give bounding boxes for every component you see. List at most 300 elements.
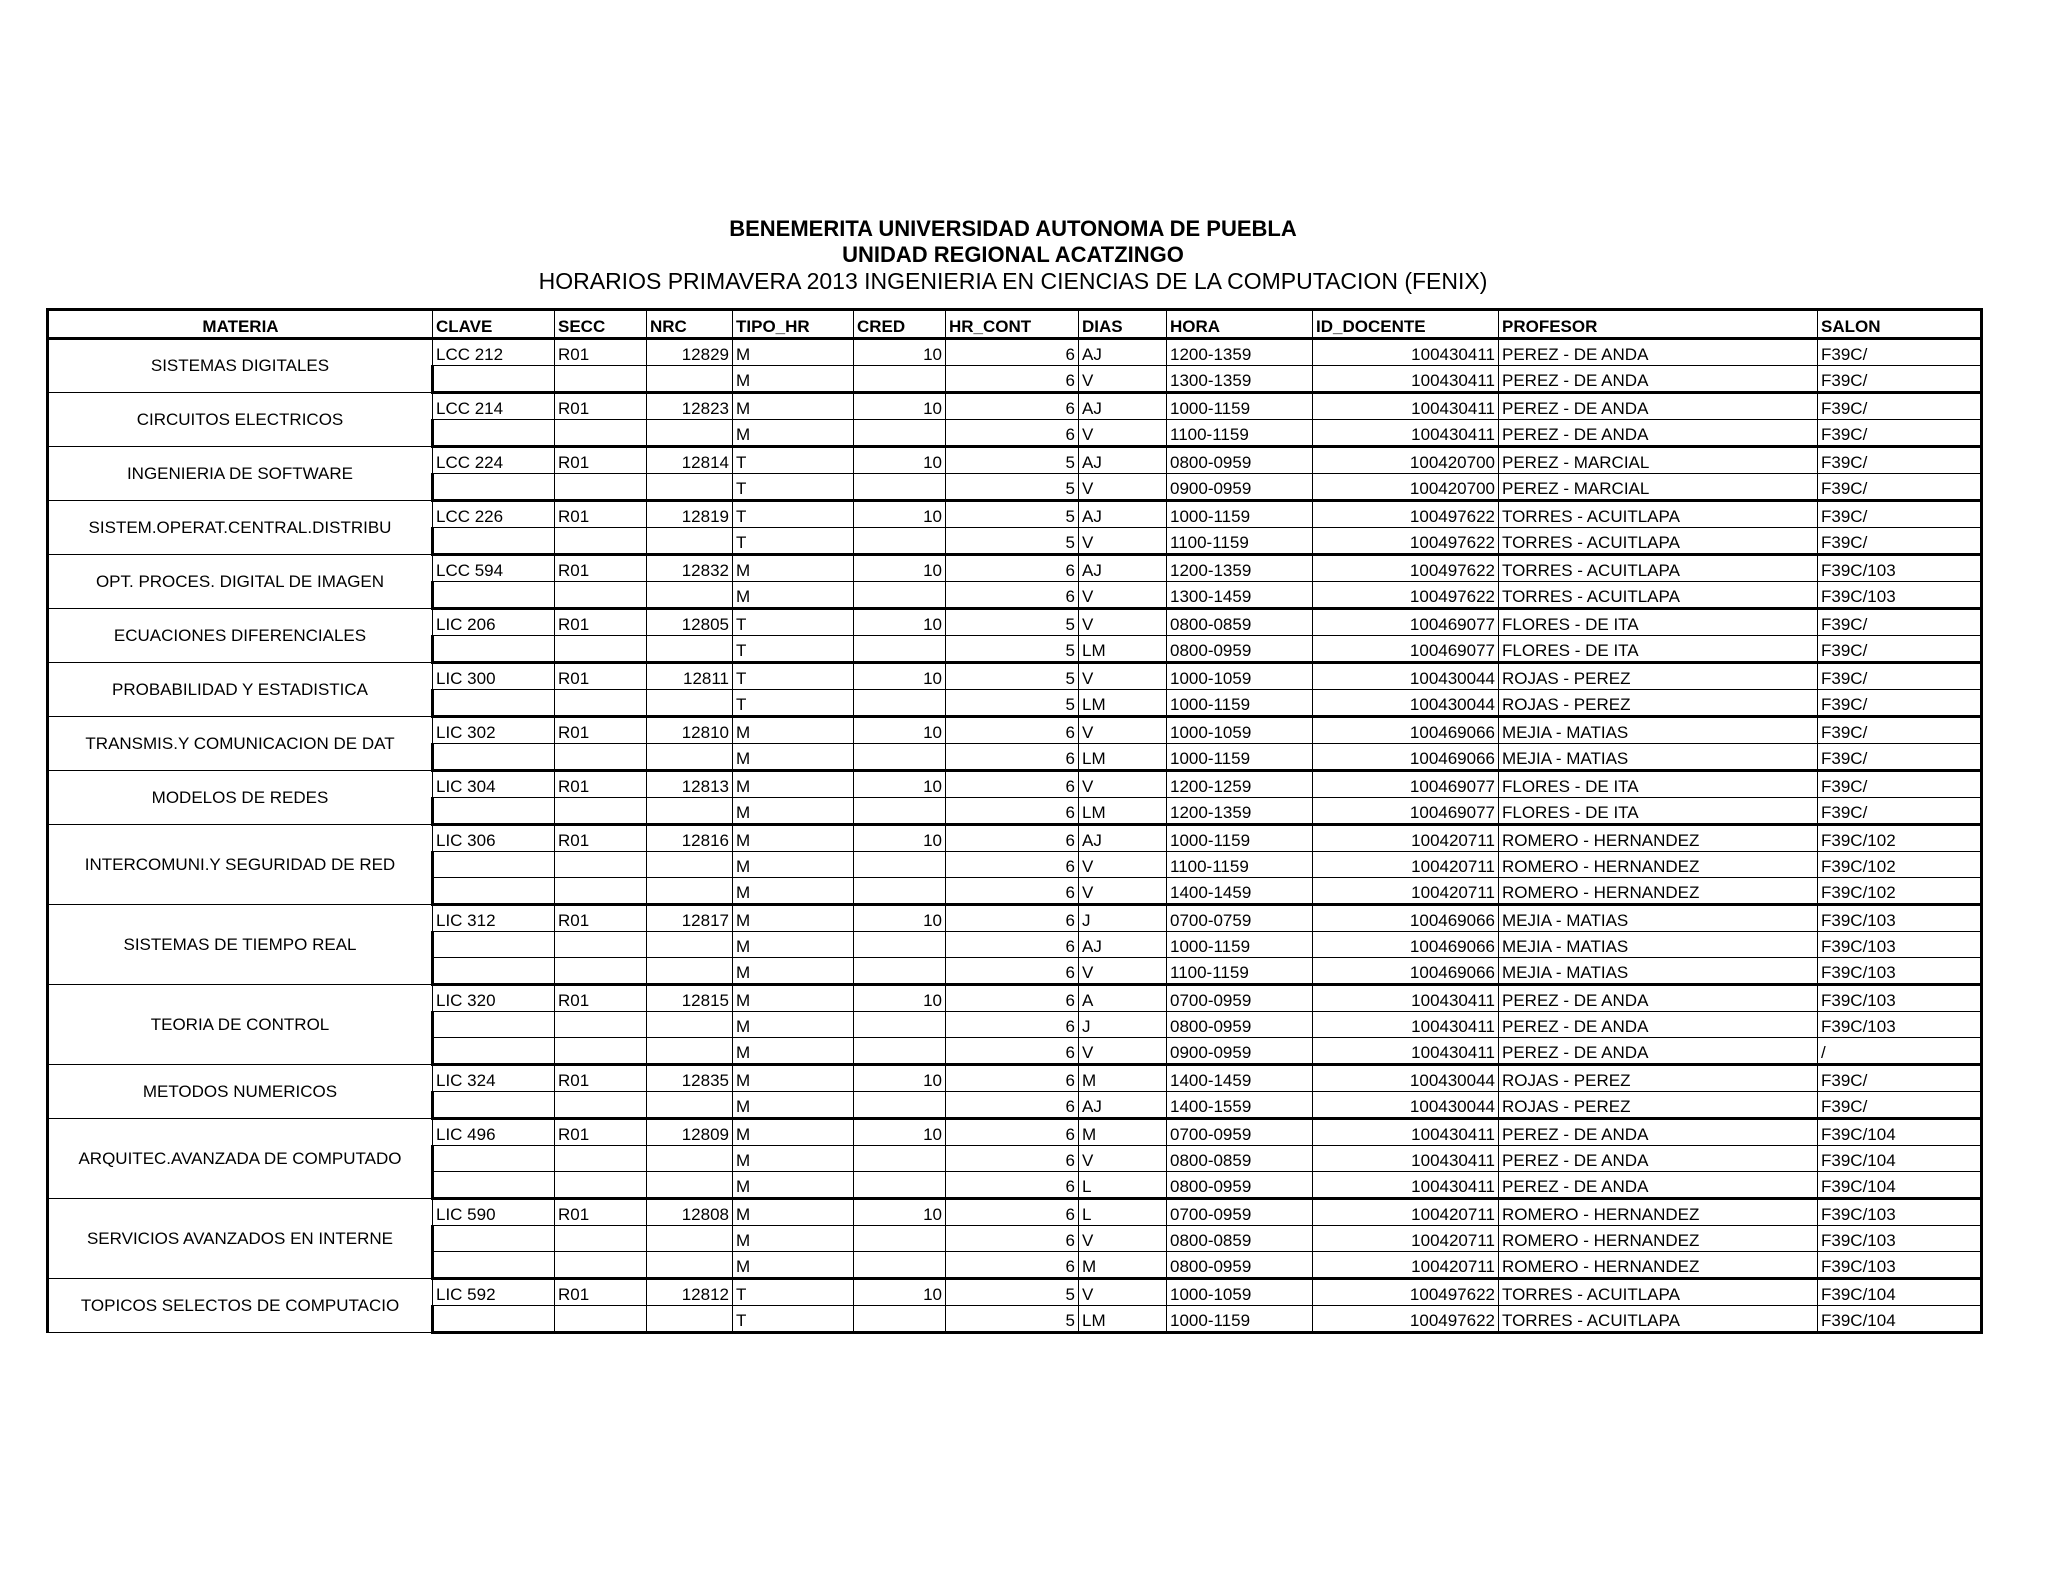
hr-cont-cell: 6 <box>946 366 1079 393</box>
tipo-hr-cell: M <box>733 985 854 1012</box>
dias-cell: V <box>1079 852 1167 878</box>
id-docente-cell: 100430411 <box>1313 420 1499 447</box>
cred-cell: 10 <box>854 447 946 474</box>
cred-cell <box>854 474 946 501</box>
hr-cont-cell: 5 <box>946 663 1079 690</box>
profesor-cell: TORRES - ACUITLAPA <box>1499 1306 1818 1333</box>
secc-cell: R01 <box>555 1279 647 1306</box>
dias-cell: M <box>1079 1065 1167 1092</box>
dias-cell: J <box>1079 1012 1167 1038</box>
tipo-hr-cell: M <box>733 852 854 878</box>
id-docente-cell: 100420700 <box>1313 447 1499 474</box>
secc-cell <box>555 636 647 663</box>
materia-cell: SISTEM.OPERAT.CENTRAL.DISTRIBU <box>48 501 433 555</box>
dias-cell: AJ <box>1079 1092 1167 1119</box>
salon-cell: F39C/103 <box>1818 1252 1982 1279</box>
clave-cell <box>433 958 555 985</box>
secc-cell: R01 <box>555 555 647 582</box>
nrc-cell <box>647 958 733 985</box>
cred-cell <box>854 1092 946 1119</box>
tipo-hr-cell: T <box>733 609 854 636</box>
col-header-secc: SECC <box>555 310 647 339</box>
dias-cell: LM <box>1079 798 1167 825</box>
materia-cell: MODELOS DE REDES <box>48 771 433 825</box>
tipo-hr-cell: M <box>733 1172 854 1199</box>
hora-cell: 0700-0959 <box>1167 1119 1313 1146</box>
hora-cell: 1000-1159 <box>1167 825 1313 852</box>
profesor-cell: FLORES - DE ITA <box>1499 636 1818 663</box>
profesor-cell: PEREZ - DE ANDA <box>1499 1038 1818 1065</box>
hora-cell: 0900-0959 <box>1167 1038 1313 1065</box>
secc-cell <box>555 582 647 609</box>
nrc-cell <box>647 1038 733 1065</box>
cred-cell <box>854 878 946 905</box>
materia-cell: CIRCUITOS ELECTRICOS <box>48 393 433 447</box>
hr-cont-cell: 5 <box>946 501 1079 528</box>
clave-cell: LIC 320 <box>433 985 555 1012</box>
materia-cell: METODOS NUMERICOS <box>48 1065 433 1119</box>
profesor-cell: PEREZ - MARCIAL <box>1499 474 1818 501</box>
salon-cell: F39C/103 <box>1818 1012 1982 1038</box>
profesor-cell: PEREZ - DE ANDA <box>1499 393 1818 420</box>
profesor-cell: PEREZ - DE ANDA <box>1499 420 1818 447</box>
clave-cell <box>433 1306 555 1333</box>
dias-cell: V <box>1079 609 1167 636</box>
cred-cell: 10 <box>854 501 946 528</box>
id-docente-cell: 100430411 <box>1313 1012 1499 1038</box>
tipo-hr-cell: T <box>733 474 854 501</box>
secc-cell <box>555 958 647 985</box>
tipo-hr-cell: T <box>733 663 854 690</box>
clave-cell <box>433 1226 555 1252</box>
hora-cell: 0800-0959 <box>1167 1252 1313 1279</box>
materia-cell: TOPICOS SELECTOS DE COMPUTACIO <box>48 1279 433 1333</box>
col-header-cred: CRED <box>854 310 946 339</box>
cred-cell: 10 <box>854 1199 946 1226</box>
cred-cell <box>854 852 946 878</box>
id-docente-cell: 100430411 <box>1313 1146 1499 1172</box>
dias-cell: V <box>1079 528 1167 555</box>
hr-cont-cell: 5 <box>946 609 1079 636</box>
clave-cell: LIC 590 <box>433 1199 555 1226</box>
clave-cell: LIC 206 <box>433 609 555 636</box>
hora-cell: 1100-1159 <box>1167 852 1313 878</box>
cred-cell <box>854 366 946 393</box>
secc-cell: R01 <box>555 663 647 690</box>
tipo-hr-cell: M <box>733 366 854 393</box>
cred-cell <box>854 420 946 447</box>
tipo-hr-cell: T <box>733 1279 854 1306</box>
clave-cell: LIC 306 <box>433 825 555 852</box>
secc-cell: R01 <box>555 1199 647 1226</box>
dias-cell: LM <box>1079 1306 1167 1333</box>
cred-cell: 10 <box>854 1065 946 1092</box>
nrc-cell: 12835 <box>647 1065 733 1092</box>
nrc-cell <box>647 582 733 609</box>
hr-cont-cell: 6 <box>946 555 1079 582</box>
table-row <box>48 663 1982 690</box>
hora-cell: 1100-1159 <box>1167 958 1313 985</box>
hora-cell: 1400-1459 <box>1167 878 1313 905</box>
hr-cont-cell: 6 <box>946 1252 1079 1279</box>
salon-cell: F39C/ <box>1818 609 1982 636</box>
clave-cell <box>433 1146 555 1172</box>
tipo-hr-cell: M <box>733 555 854 582</box>
secc-cell <box>555 878 647 905</box>
clave-cell <box>433 744 555 771</box>
hr-cont-cell: 6 <box>946 1146 1079 1172</box>
nrc-cell <box>647 1092 733 1119</box>
tipo-hr-cell: M <box>733 878 854 905</box>
dias-cell: AJ <box>1079 501 1167 528</box>
profesor-cell: PEREZ - DE ANDA <box>1499 1119 1818 1146</box>
nrc-cell: 12817 <box>647 905 733 932</box>
id-docente-cell: 100497622 <box>1313 582 1499 609</box>
secc-cell <box>555 1172 647 1199</box>
id-docente-cell: 100430044 <box>1313 663 1499 690</box>
salon-cell: F39C/103 <box>1818 905 1982 932</box>
hr-cont-cell: 6 <box>946 1012 1079 1038</box>
hora-cell: 1000-1159 <box>1167 690 1313 717</box>
cred-cell <box>854 690 946 717</box>
nrc-cell: 12816 <box>647 825 733 852</box>
table-row <box>48 985 1982 1012</box>
profesor-cell: ROMERO - HERNANDEZ <box>1499 878 1818 905</box>
hr-cont-cell: 6 <box>946 1038 1079 1065</box>
tipo-hr-cell: T <box>733 1306 854 1333</box>
profesor-cell: MEJIA - MATIAS <box>1499 717 1818 744</box>
clave-cell <box>433 878 555 905</box>
materia-cell: OPT. PROCES. DIGITAL DE IMAGEN <box>48 555 433 609</box>
profesor-cell: FLORES - DE ITA <box>1499 771 1818 798</box>
hr-cont-cell: 6 <box>946 825 1079 852</box>
table-row <box>48 393 1982 420</box>
id-docente-cell: 100469066 <box>1313 958 1499 985</box>
cred-cell <box>854 958 946 985</box>
cred-cell: 10 <box>854 609 946 636</box>
profesor-cell: ROJAS - PEREZ <box>1499 1065 1818 1092</box>
dias-cell: AJ <box>1079 447 1167 474</box>
profesor-cell: ROJAS - PEREZ <box>1499 1092 1818 1119</box>
id-docente-cell: 100469077 <box>1313 798 1499 825</box>
id-docente-cell: 100469066 <box>1313 717 1499 744</box>
hr-cont-cell: 6 <box>946 420 1079 447</box>
schedule-body <box>48 339 1982 1333</box>
dias-cell: V <box>1079 1038 1167 1065</box>
salon-cell: F39C/102 <box>1818 878 1982 905</box>
profesor-cell: TORRES - ACUITLAPA <box>1499 582 1818 609</box>
materia-cell: SISTEMAS DIGITALES <box>48 339 433 393</box>
schedule-table <box>46 308 1983 1334</box>
cred-cell: 10 <box>854 1279 946 1306</box>
hora-cell: 0800-0859 <box>1167 609 1313 636</box>
profesor-cell: ROMERO - HERNANDEZ <box>1499 852 1818 878</box>
hr-cont-cell: 6 <box>946 393 1079 420</box>
col-header-tipo-hr: TIPO_HR <box>733 310 854 339</box>
dias-cell: V <box>1079 771 1167 798</box>
salon-cell: F39C/103 <box>1818 958 1982 985</box>
nrc-cell: 12823 <box>647 393 733 420</box>
nrc-cell <box>647 1012 733 1038</box>
nrc-cell <box>647 1252 733 1279</box>
hora-cell: 1200-1259 <box>1167 771 1313 798</box>
salon-cell: F39C/ <box>1818 447 1982 474</box>
salon-cell: F39C/ <box>1818 798 1982 825</box>
hr-cont-cell: 6 <box>946 744 1079 771</box>
materia-cell: TRANSMIS.Y COMUNICACION DE DAT <box>48 717 433 771</box>
secc-cell <box>555 852 647 878</box>
secc-cell <box>555 528 647 555</box>
dias-cell: V <box>1079 1279 1167 1306</box>
hr-cont-cell: 5 <box>946 1279 1079 1306</box>
profesor-cell: PEREZ - DE ANDA <box>1499 1012 1818 1038</box>
profesor-cell: ROMERO - HERNANDEZ <box>1499 1226 1818 1252</box>
tipo-hr-cell: M <box>733 1119 854 1146</box>
nrc-cell <box>647 528 733 555</box>
hora-cell: 1000-1159 <box>1167 501 1313 528</box>
salon-cell: F39C/ <box>1818 663 1982 690</box>
id-docente-cell: 100420711 <box>1313 825 1499 852</box>
id-docente-cell: 100469066 <box>1313 744 1499 771</box>
secc-cell: R01 <box>555 905 647 932</box>
hora-cell: 1400-1459 <box>1167 1065 1313 1092</box>
clave-cell <box>433 474 555 501</box>
nrc-cell <box>647 366 733 393</box>
cred-cell <box>854 798 946 825</box>
tipo-hr-cell: T <box>733 636 854 663</box>
nrc-cell: 12812 <box>647 1279 733 1306</box>
clave-cell: LIC 304 <box>433 771 555 798</box>
id-docente-cell: 100430044 <box>1313 690 1499 717</box>
materia-cell: INTERCOMUNI.Y SEGURIDAD DE RED <box>48 825 433 905</box>
profesor-cell: PEREZ - DE ANDA <box>1499 339 1818 366</box>
profesor-cell: PEREZ - DE ANDA <box>1499 1172 1818 1199</box>
tipo-hr-cell: M <box>733 1146 854 1172</box>
col-header-hora: HORA <box>1167 310 1313 339</box>
nrc-cell <box>647 636 733 663</box>
hora-cell: 0800-0859 <box>1167 1226 1313 1252</box>
tipo-hr-cell: M <box>733 825 854 852</box>
cred-cell <box>854 528 946 555</box>
hr-cont-cell: 5 <box>946 690 1079 717</box>
cred-cell: 10 <box>854 393 946 420</box>
hora-cell: 1100-1159 <box>1167 528 1313 555</box>
hr-cont-cell: 5 <box>946 447 1079 474</box>
col-header-nrc: NRC <box>647 310 733 339</box>
nrc-cell: 12832 <box>647 555 733 582</box>
clave-cell <box>433 798 555 825</box>
salon-cell: F39C/ <box>1818 366 1982 393</box>
hora-cell: 0800-0959 <box>1167 1172 1313 1199</box>
salon-cell: F39C/103 <box>1818 985 1982 1012</box>
cred-cell: 10 <box>854 555 946 582</box>
dias-cell: V <box>1079 878 1167 905</box>
hr-cont-cell: 6 <box>946 717 1079 744</box>
profesor-cell: MEJIA - MATIAS <box>1499 932 1818 958</box>
materia-cell: INGENIERIA DE SOFTWARE <box>48 447 433 501</box>
id-docente-cell: 100469077 <box>1313 609 1499 636</box>
id-docente-cell: 100420711 <box>1313 1252 1499 1279</box>
secc-cell: R01 <box>555 717 647 744</box>
hora-cell: 0700-0959 <box>1167 985 1313 1012</box>
hora-cell: 0800-0859 <box>1167 1146 1313 1172</box>
table-row <box>48 1065 1982 1092</box>
table-row <box>48 1119 1982 1146</box>
materia-cell: SERVICIOS AVANZADOS EN INTERNE <box>48 1199 433 1279</box>
id-docente-cell: 100430044 <box>1313 1065 1499 1092</box>
table-row <box>48 905 1982 932</box>
secc-cell <box>555 798 647 825</box>
salon-cell: F39C/104 <box>1818 1146 1982 1172</box>
secc-cell: R01 <box>555 825 647 852</box>
hr-cont-cell: 6 <box>946 798 1079 825</box>
clave-cell <box>433 690 555 717</box>
secc-cell <box>555 1092 647 1119</box>
hora-cell: 1400-1559 <box>1167 1092 1313 1119</box>
id-docente-cell: 100469066 <box>1313 905 1499 932</box>
header-row <box>48 310 1982 339</box>
dias-cell: LM <box>1079 690 1167 717</box>
materia-cell: TEORIA DE CONTROL <box>48 985 433 1065</box>
secc-cell: R01 <box>555 985 647 1012</box>
dias-cell: V <box>1079 717 1167 744</box>
profesor-cell: TORRES - ACUITLAPA <box>1499 501 1818 528</box>
tipo-hr-cell: M <box>733 958 854 985</box>
nrc-cell <box>647 420 733 447</box>
id-docente-cell: 100469077 <box>1313 771 1499 798</box>
profesor-cell: ROMERO - HERNANDEZ <box>1499 1199 1818 1226</box>
cred-cell: 10 <box>854 825 946 852</box>
salon-cell: F39C/ <box>1818 339 1982 366</box>
nrc-cell <box>647 1226 733 1252</box>
dias-cell: V <box>1079 1146 1167 1172</box>
clave-cell <box>433 1092 555 1119</box>
clave-cell <box>433 1172 555 1199</box>
secc-cell <box>555 474 647 501</box>
salon-cell: F39C/104 <box>1818 1279 1982 1306</box>
secc-cell <box>555 1038 647 1065</box>
salon-cell: F39C/ <box>1818 636 1982 663</box>
cred-cell <box>854 1146 946 1172</box>
dias-cell: V <box>1079 474 1167 501</box>
nrc-cell <box>647 852 733 878</box>
clave-cell: LCC 224 <box>433 447 555 474</box>
nrc-cell <box>647 1146 733 1172</box>
tipo-hr-cell: M <box>733 771 854 798</box>
clave-cell: LIC 592 <box>433 1279 555 1306</box>
nrc-cell: 12811 <box>647 663 733 690</box>
salon-cell: F39C/103 <box>1818 582 1982 609</box>
cred-cell: 10 <box>854 905 946 932</box>
clave-cell: LCC 594 <box>433 555 555 582</box>
clave-cell: LCC 214 <box>433 393 555 420</box>
hr-cont-cell: 6 <box>946 1199 1079 1226</box>
profesor-cell: TORRES - ACUITLAPA <box>1499 555 1818 582</box>
clave-cell <box>433 1252 555 1279</box>
hr-cont-cell: 6 <box>946 771 1079 798</box>
materia-cell: ARQUITEC.AVANZADA DE COMPUTADO <box>48 1119 433 1199</box>
salon-cell: F39C/102 <box>1818 852 1982 878</box>
hora-cell: 1000-1059 <box>1167 717 1313 744</box>
id-docente-cell: 100420711 <box>1313 852 1499 878</box>
id-docente-cell: 100430411 <box>1313 1038 1499 1065</box>
hora-cell: 1000-1059 <box>1167 663 1313 690</box>
hr-cont-cell: 5 <box>946 636 1079 663</box>
tipo-hr-cell: M <box>733 1226 854 1252</box>
nrc-cell: 12808 <box>647 1199 733 1226</box>
hora-cell: 1300-1459 <box>1167 582 1313 609</box>
profesor-cell: PEREZ - DE ANDA <box>1499 1146 1818 1172</box>
cred-cell <box>854 1306 946 1333</box>
cred-cell: 10 <box>854 1119 946 1146</box>
cred-cell: 10 <box>854 339 946 366</box>
nrc-cell <box>647 932 733 958</box>
id-docente-cell: 100497622 <box>1313 528 1499 555</box>
hora-cell: 0800-0959 <box>1167 1012 1313 1038</box>
clave-cell <box>433 1012 555 1038</box>
table-row <box>48 825 1982 852</box>
hora-cell: 1200-1359 <box>1167 798 1313 825</box>
clave-cell <box>433 636 555 663</box>
hr-cont-cell: 6 <box>946 905 1079 932</box>
hora-cell: 0700-0959 <box>1167 1199 1313 1226</box>
hr-cont-cell: 5 <box>946 474 1079 501</box>
hora-cell: 0800-0959 <box>1167 636 1313 663</box>
salon-cell: F39C/104 <box>1818 1306 1982 1333</box>
salon-cell: F39C/ <box>1818 528 1982 555</box>
hr-cont-cell: 5 <box>946 1306 1079 1333</box>
hr-cont-cell: 6 <box>946 932 1079 958</box>
nrc-cell: 12810 <box>647 717 733 744</box>
dias-cell: AJ <box>1079 932 1167 958</box>
secc-cell <box>555 1252 647 1279</box>
tipo-hr-cell: T <box>733 528 854 555</box>
salon-cell: F39C/103 <box>1818 555 1982 582</box>
salon-cell: F39C/ <box>1818 501 1982 528</box>
profesor-cell: ROMERO - HERNANDEZ <box>1499 825 1818 852</box>
profesor-cell: FLORES - DE ITA <box>1499 798 1818 825</box>
profesor-cell: PEREZ - DE ANDA <box>1499 985 1818 1012</box>
materia-cell: ECUACIONES DIFERENCIALES <box>48 609 433 663</box>
nrc-cell <box>647 1172 733 1199</box>
clave-cell <box>433 366 555 393</box>
secc-cell: R01 <box>555 1065 647 1092</box>
dias-cell: J <box>1079 905 1167 932</box>
cred-cell: 10 <box>854 717 946 744</box>
secc-cell <box>555 366 647 393</box>
secc-cell: R01 <box>555 447 647 474</box>
id-docente-cell: 100430411 <box>1313 366 1499 393</box>
dias-cell: AJ <box>1079 339 1167 366</box>
tipo-hr-cell: M <box>733 393 854 420</box>
profesor-cell: ROJAS - PEREZ <box>1499 690 1818 717</box>
id-docente-cell: 100420700 <box>1313 474 1499 501</box>
nrc-cell <box>647 474 733 501</box>
hora-cell: 1100-1159 <box>1167 420 1313 447</box>
secc-cell: R01 <box>555 339 647 366</box>
clave-cell <box>433 1038 555 1065</box>
salon-cell: F39C/103 <box>1818 1226 1982 1252</box>
col-header-dias: DIAS <box>1079 310 1167 339</box>
table-row <box>48 771 1982 798</box>
id-docente-cell: 100497622 <box>1313 1306 1499 1333</box>
table-row <box>48 609 1982 636</box>
salon-cell: F39C/ <box>1818 393 1982 420</box>
col-header-hr-cont: HR_CONT <box>946 310 1079 339</box>
tipo-hr-cell: M <box>733 582 854 609</box>
profesor-cell: MEJIA - MATIAS <box>1499 958 1818 985</box>
salon-cell: F39C/ <box>1818 744 1982 771</box>
